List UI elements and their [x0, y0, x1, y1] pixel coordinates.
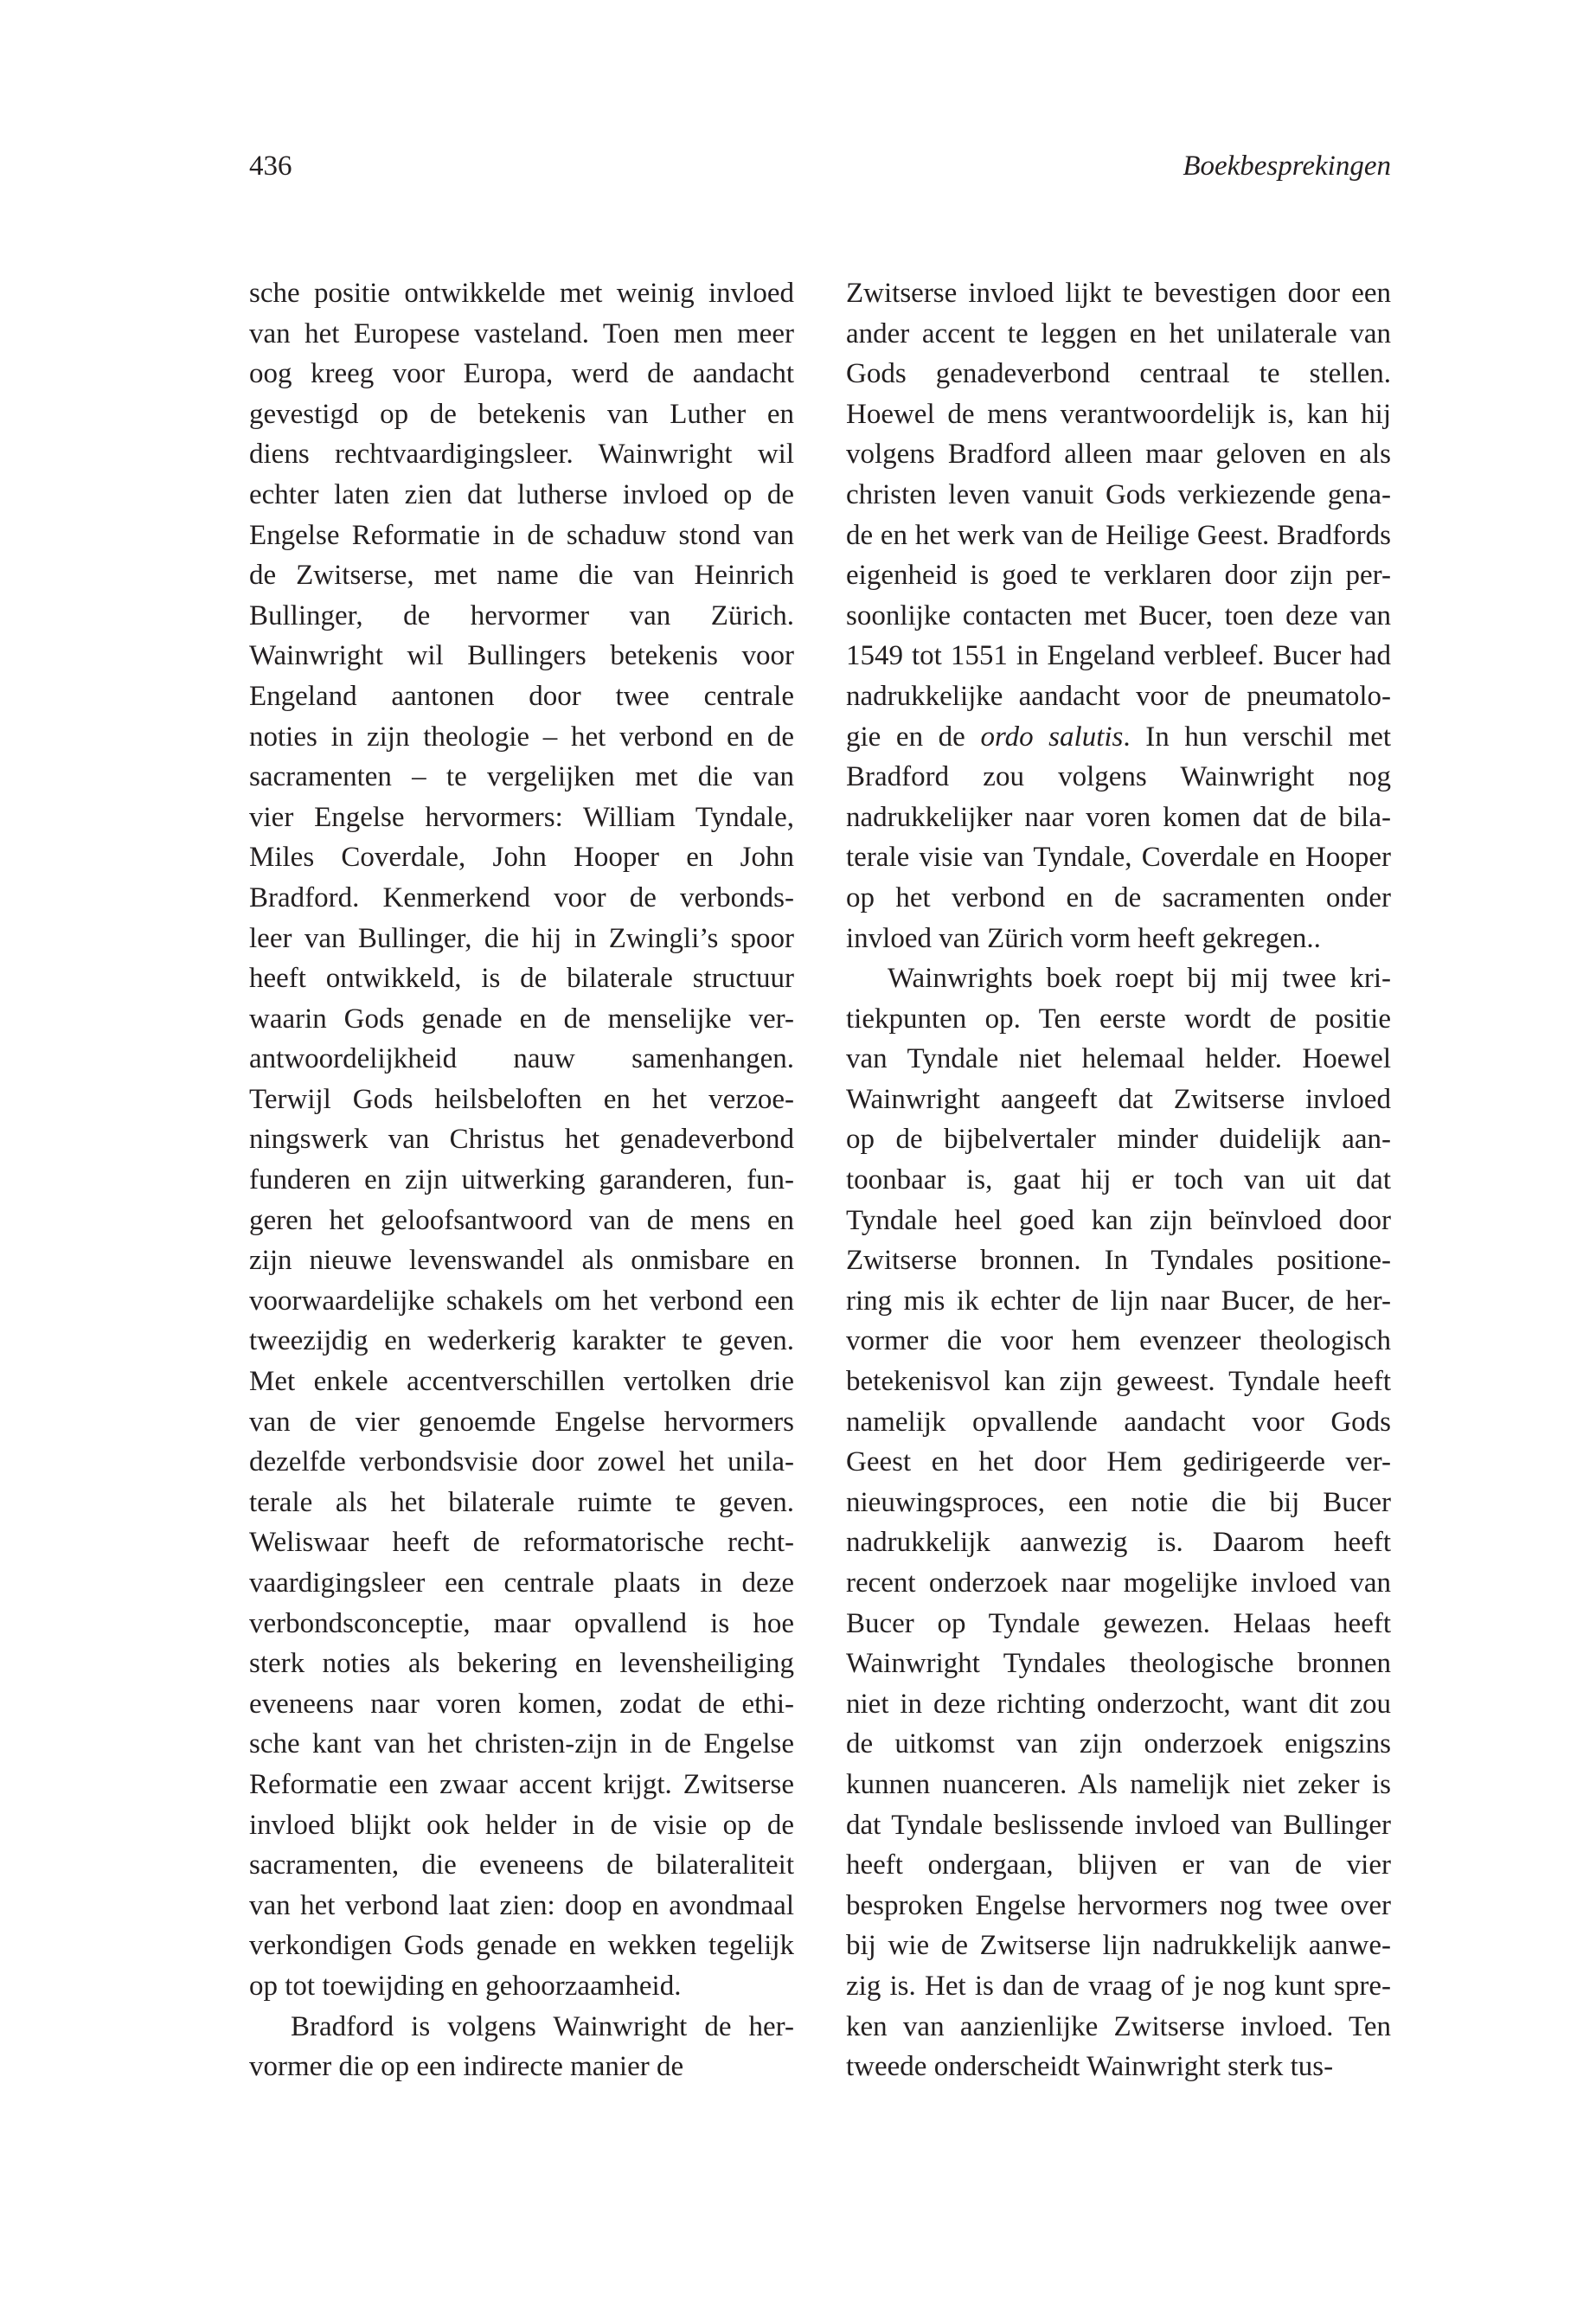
text-line: invloed blijkt ook helder in de visie op de — [249, 1809, 794, 1841]
text-line: Bullinger, de hervormer van Zürich. — [249, 599, 794, 631]
text-line: de Zwitserse, met name die van Heinrich — [249, 560, 794, 592]
text-line: besproken Engelse hervormers nog twee over — [846, 1889, 1391, 1921]
text-line: Engeland aantonen door twee centrale — [249, 680, 794, 712]
text-line: Zwitserse bronnen. In Tyndales positione- — [846, 1245, 1391, 1277]
text-line: van het verbond laat zien: doop en avondmaal — [249, 1889, 794, 1921]
text-line: bij wie de Zwitserse lijn nadrukkelijk aanwe- — [846, 1930, 1391, 1962]
text-line: Bradford zou volgens Wainwright nog — [846, 761, 1391, 793]
text-line: eveneens naar voren komen, zodat de ethi- — [249, 1688, 794, 1720]
paragraph — [249, 2007, 794, 2087]
text-line: toonbaar is, gaat hij er toch van uit dat — [846, 1164, 1391, 1196]
text-line: Tyndale heel goed kan zijn beïnvloed door — [846, 1204, 1391, 1236]
page-header — [249, 145, 1391, 187]
right-column — [846, 273, 1391, 2087]
text-line: invloed van Zürich vorm heeft gekregen.. — [846, 922, 1321, 954]
text-line: Wainwright Tyndales theologische bronnen — [846, 1648, 1391, 1680]
text-line: van Tyndale niet helemaal helder. Hoewel — [846, 1043, 1391, 1075]
text-line: op tot toewijding en gehoorzaamheid. — [249, 1970, 682, 2002]
text-line: recent onderzoek naar mogelijke invloed van — [846, 1567, 1391, 1599]
text-line: diens rechtvaardigingsleer. Wainwright wil — [249, 439, 794, 471]
text-line: eigenheid is goed te verklaren door zijn per- — [846, 560, 1391, 592]
text-line: sacramenten – te vergelijken met die van — [249, 761, 794, 793]
page-number: 436 — [249, 151, 292, 182]
text-line: terale als het bilaterale ruimte te geven. — [249, 1486, 794, 1518]
text-line: christen leven vanuit Gods verkiezende gena- — [846, 478, 1391, 510]
text-line: zig is. Het is dan de vraag of je nog kunt spre- — [846, 1970, 1391, 2002]
text-line: volgens Bradford alleen maar geloven en als — [846, 439, 1391, 471]
text-line: niet in deze richting onderzocht, want dit zou — [846, 1688, 1391, 1720]
text-line: heeft ontwikkeld, is de bilaterale structuur — [249, 963, 794, 995]
text-line: Wainwright aangeeft dat Zwitserse invloed — [846, 1083, 1391, 1115]
text-line: vormer die voor hem evenzeer theologisch — [846, 1325, 1391, 1357]
text-line: echter laten zien dat lutherse invloed op de — [249, 478, 794, 510]
text-line: Hoewel de mens verantwoordelijk is, kan hij — [846, 398, 1391, 430]
text-line: nadrukkelijke aandacht voor de pneumatolo- — [846, 680, 1391, 712]
text-line: geren het geloofsantwoord van de mens en — [249, 1204, 794, 1236]
paragraph — [846, 958, 1391, 2087]
text-line: ningswerk van Christus het genadeverbond — [249, 1124, 794, 1156]
text-line: dat Tyndale beslissende invloed van Bullinger — [846, 1809, 1391, 1841]
text-line: nadrukkelijker naar voren komen dat de bila- — [846, 801, 1391, 833]
text-line: sacramenten, die eveneens de bilateraliteit — [249, 1849, 794, 1881]
text-line: Bradford. Kenmerkend voor de verbonds- — [249, 881, 794, 913]
text-line: van het Europese vasteland. Toen men meer — [249, 317, 794, 349]
text-line: voorwaardelijke schakels om het verbond een — [249, 1285, 794, 1317]
text-line: Bucer op Tyndale gewezen. Helaas heeft — [846, 1607, 1391, 1639]
text-line: gevestigd op de betekenis van Luther en — [249, 398, 794, 430]
text-line: vier Engelse hervormers: William Tyndale, — [249, 801, 794, 833]
text-line: funderen en zijn uitwerking garanderen, fun- — [249, 1164, 794, 1196]
text-line: Weliswaar heeft de reformatorische recht- — [249, 1527, 794, 1559]
paragraph — [846, 273, 1391, 958]
text-line: Geest en het door Hem gedirigeerde ver- — [846, 1446, 1391, 1478]
text-line: Miles Coverdale, John Hooper en John — [249, 842, 794, 874]
text-line: Terwijl Gods heilsbeloften en het verzoe- — [249, 1083, 794, 1115]
text-line: sterk noties als bekering en levensheiliging — [249, 1648, 794, 1680]
text-line: Reformatie een zwaar accent krijgt. Zwitserse — [249, 1768, 794, 1800]
text-line: heeft ondergaan, blijven er van de vier — [846, 1849, 1391, 1881]
left-column — [249, 273, 794, 2087]
text-line: betekenisvol kan zijn geweest. Tyndale heeft — [846, 1366, 1391, 1398]
text-line: Wainwright wil Bullingers betekenis voor — [249, 640, 794, 672]
text-line: ring mis ik echter de lijn naar Bucer, de her- — [846, 1285, 1391, 1317]
text-line: verkondigen Gods genade en wekken tegelijk — [249, 1930, 794, 1962]
text-line: van de vier genoemde Engelse hervormers — [249, 1406, 794, 1438]
text-line: vaardigingsleer een centrale plaats in deze — [249, 1567, 794, 1599]
text-line: Engelse Reformatie in de schaduw stond van — [249, 519, 794, 551]
running-title: Boekbesprekingen — [1183, 151, 1391, 182]
text-line: Zwitserse invloed lijkt te bevestigen door een — [846, 278, 1391, 309]
text-line: zijn nieuwe levenswandel als onmisbare en — [249, 1245, 794, 1277]
text-line: vormer die op een indirecte manier de — [249, 2051, 684, 2083]
text-line: tweede onderscheidt Wainwright sterk tus- — [846, 2051, 1334, 2083]
text-line: ken van aanzienlijke Zwitserse invloed. Ten — [846, 2010, 1391, 2042]
text-line: ander accent te leggen en het unilaterale van — [846, 317, 1391, 349]
text-line: soonlijke contacten met Bucer, toen deze van — [846, 599, 1391, 631]
text-line: leer van Bullinger, die hij in Zwingli’s spoor — [249, 922, 794, 954]
text-line: tweezijdig en wederkerig karakter te geven. — [249, 1325, 794, 1357]
text-line: 1549 tot 1551 in Engeland verbleef. Bucer had — [846, 640, 1391, 672]
text-line: de uitkomst van zijn onderzoek enigszins — [846, 1728, 1391, 1760]
text-line: op de bijbelvertaler minder duidelijk aan- — [846, 1124, 1391, 1156]
text-line: verbondsconceptie, maar opvallend is hoe — [249, 1607, 794, 1639]
text-line: namelijk opvallende aandacht voor Gods — [846, 1406, 1391, 1438]
text-line: Bradford is volgens Wainwright de her- — [291, 2010, 794, 2042]
text-line: tiekpunten op. Ten eerste wordt de positie — [846, 1003, 1391, 1035]
text-line: Met enkele accentverschillen vertolken drie — [249, 1366, 794, 1398]
text-line: sche positie ontwikkelde met weinig invloed — [249, 278, 794, 309]
text-line: Wainwrights boek roept bij mij twee kri- — [888, 963, 1391, 995]
text-line: Gods genadeverbond centraal te stellen. — [846, 358, 1391, 390]
paragraph — [249, 273, 794, 2007]
text-line: nadrukkelijk aanwezig is. Daarom heeft — [846, 1527, 1391, 1559]
text-line: noties in zijn theologie – het verbond en de — [249, 721, 794, 753]
text-line: kunnen nuanceren. Als namelijk niet zeker is — [846, 1768, 1391, 1800]
text-line: op het verbond en de sacramenten onder — [846, 881, 1391, 913]
text-line: gie en de ordo salutis. In hun verschil met — [846, 721, 1392, 753]
text-line: nieuwingsproces, een notie die bij Bucer — [846, 1486, 1391, 1518]
text-line: antwoordelijkheid nauw samenhangen. — [249, 1043, 794, 1075]
text-line: oog kreeg voor Europa, werd de aandacht — [249, 358, 794, 390]
text-line: dezelfde verbondsvisie door zowel het unila- — [249, 1446, 794, 1478]
text-line: de en het werk van de Heilige Geest. Bradfords — [846, 519, 1391, 551]
text-line: sche kant van het christen-zijn in de Engelse — [249, 1728, 794, 1760]
text-line: terale visie van Tyndale, Coverdale en Hooper — [846, 842, 1391, 874]
text-line: waarin Gods genade en de menselijke ver- — [249, 1003, 794, 1035]
